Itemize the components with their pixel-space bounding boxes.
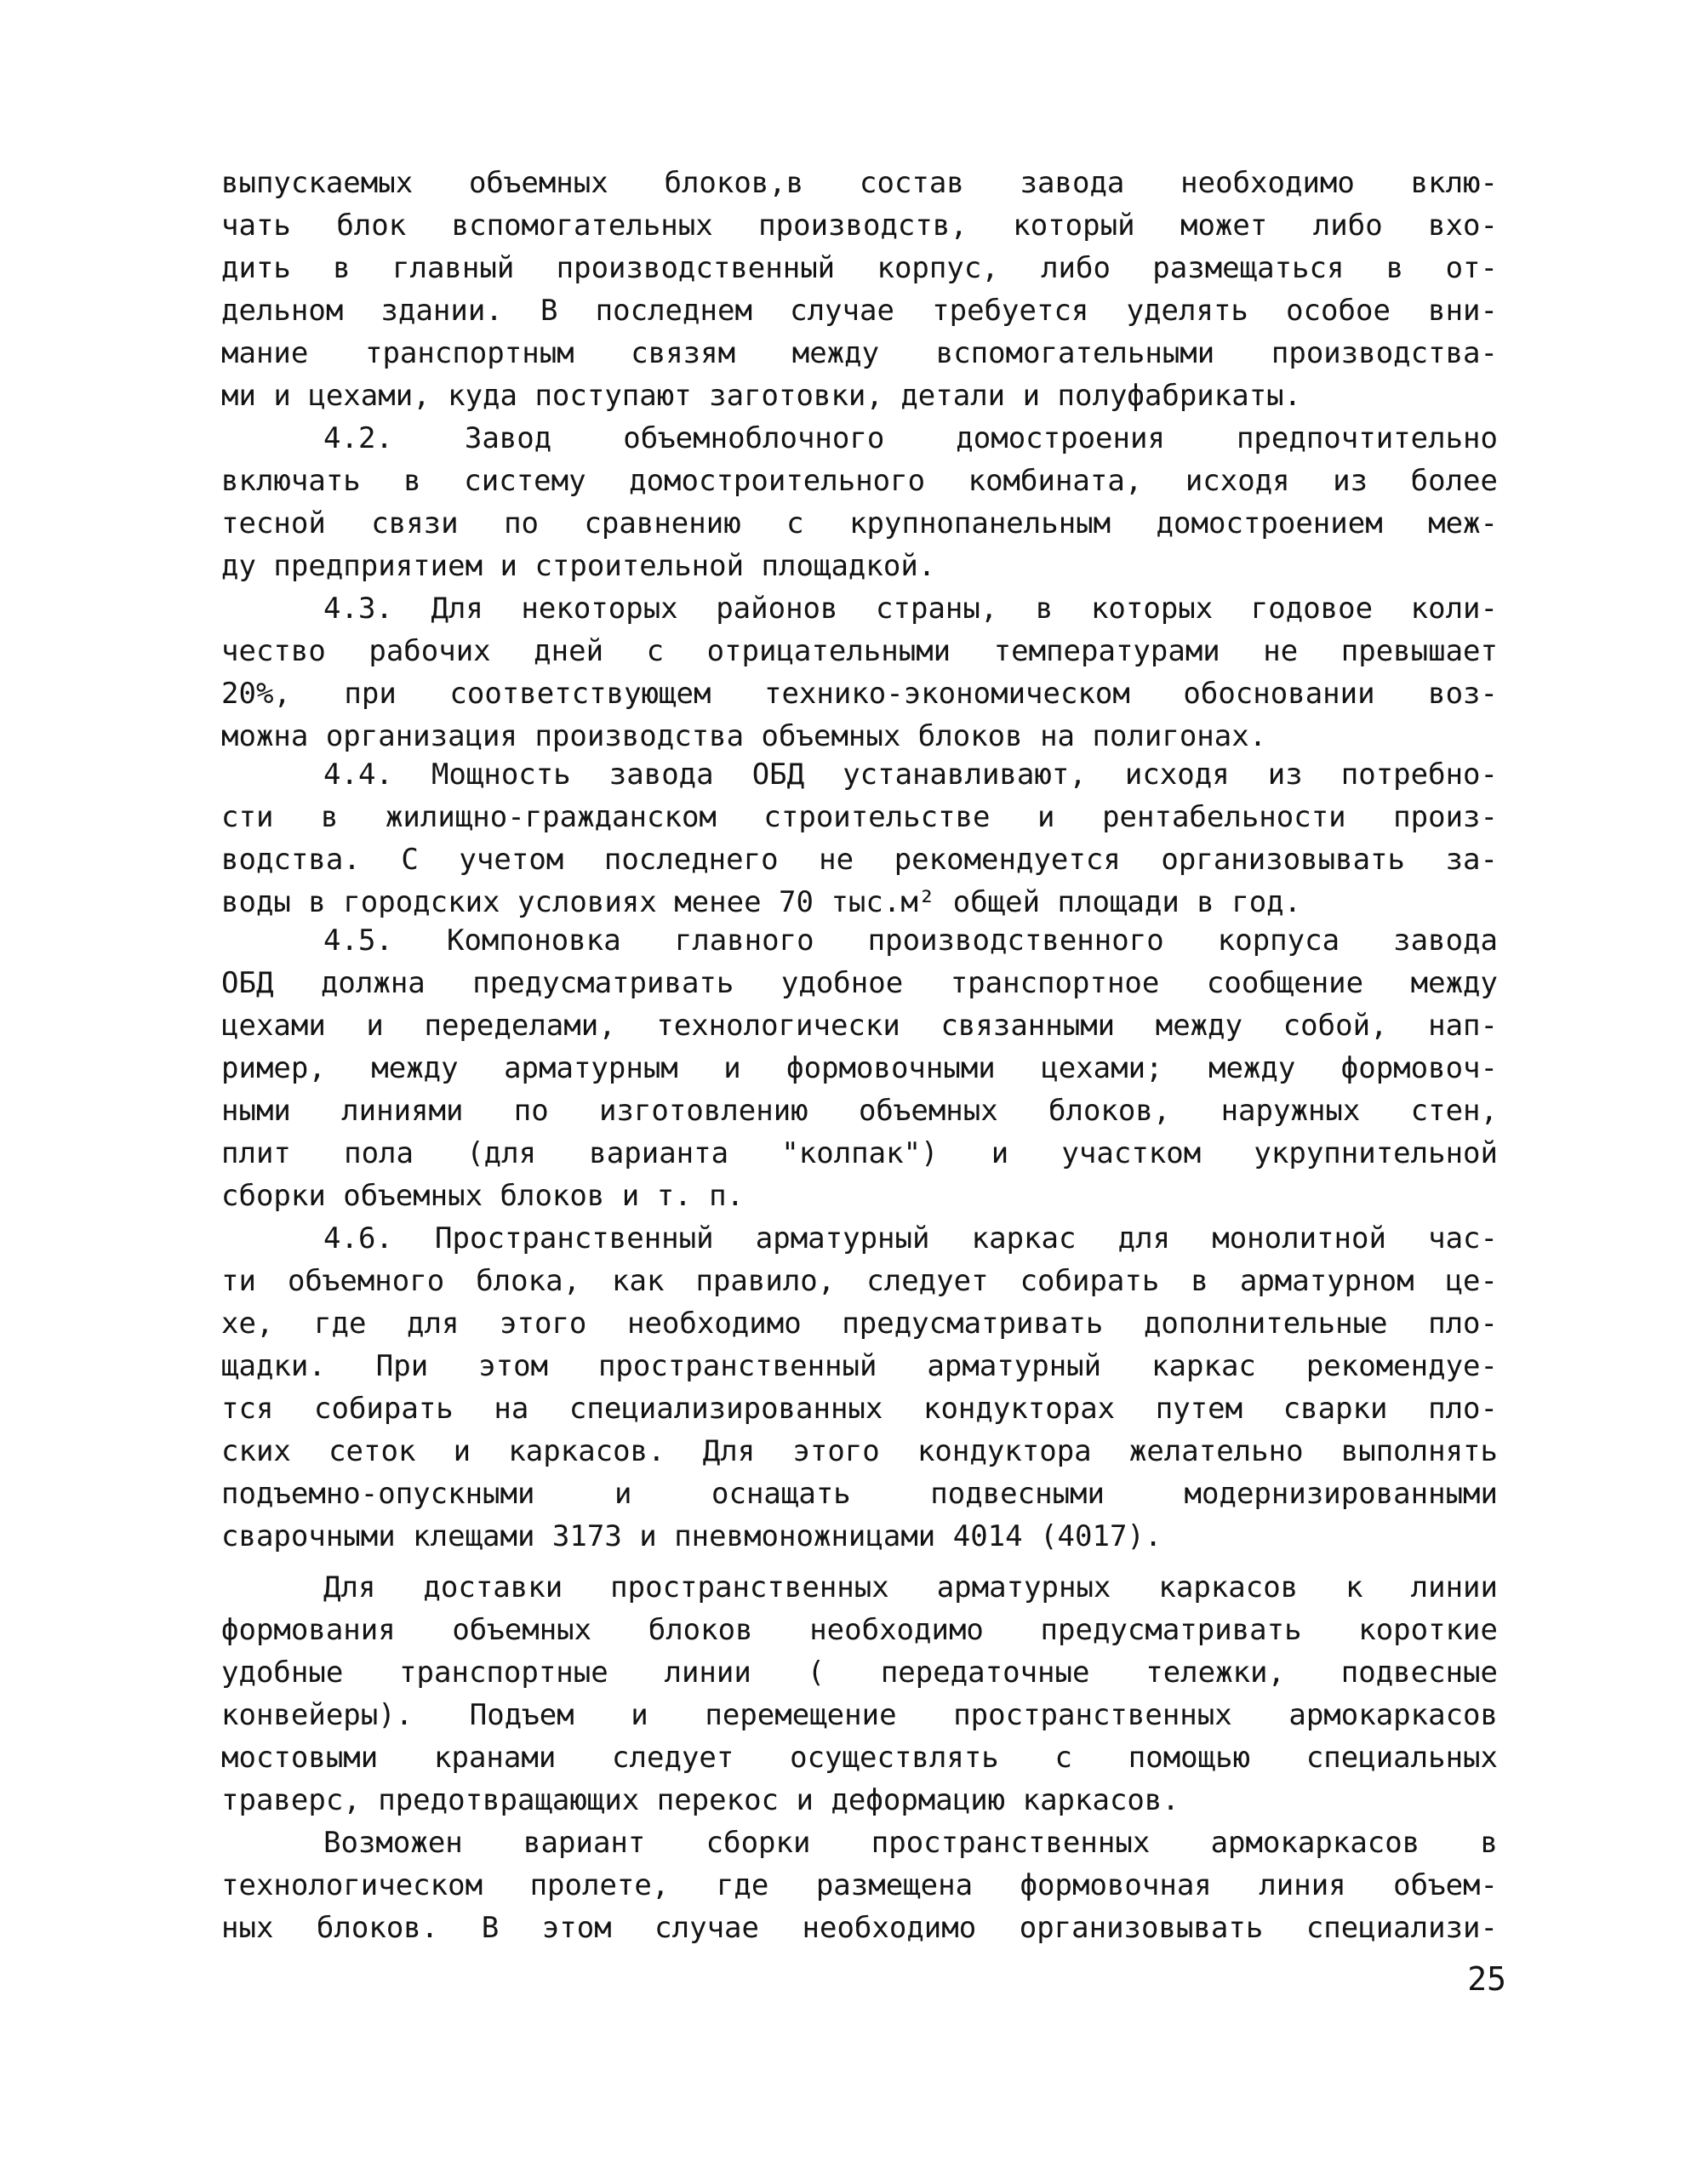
text-line: подъемно-опускными и оснащать подвесными модернизированными	[221, 1477, 1498, 1511]
text-line: сборки объемных блоков и т. п.	[221, 1179, 745, 1213]
paragraph-4-5	[221, 919, 1498, 1217]
text-line: хе, где для этого необходимо предусматривать дополнительные пло-	[221, 1307, 1498, 1341]
text-line: Возможен вариант сборки пространственных армокаркасов в	[323, 1826, 1498, 1860]
text-line: ских сеток и каркасов. Для этого кондуктора желательно выполнять	[221, 1434, 1498, 1468]
paragraph-4-4	[221, 753, 1498, 924]
text-line: дить в главный производственный корпус, либо размещаться в от-	[221, 251, 1498, 285]
text-line: выпускаемых объемных блоков,в состав завода необходимо вклю-	[221, 166, 1498, 200]
text-line: цехами и переделами, технологически связанными между собой, нап-	[221, 1009, 1498, 1043]
text-line: дельном здании. В последнем случае требуется уделять особое вни-	[221, 294, 1498, 328]
text-line: плит пола (для варианта "колпак") и участком укрупнительной	[221, 1136, 1498, 1170]
text-line: 4.2. Завод объемноблочного домостроения предпочтительно	[323, 421, 1498, 455]
text-line: мание транспортным связям между вспомогательными производства-	[221, 336, 1498, 370]
page-number: 25	[1467, 1960, 1506, 1998]
text-line: траверс, предотвращающих перекос и деформацию каркасов.	[221, 1783, 1180, 1817]
text-line: конвейеры). Подъем и перемещение пространственных армокаркасов	[221, 1698, 1498, 1732]
paragraph-transport-links	[221, 162, 1498, 417]
text-line: чество рабочих дней с отрицательными температурами не превышает	[221, 634, 1498, 668]
text-line: технологическом пролете, где размещена формовочная линия объем-	[221, 1868, 1498, 1902]
text-line: ОБД должна предусматривать удобное транспортное сообщение между	[221, 966, 1498, 1000]
text-line: ример, между арматурным и формовочными цехами; между формовоч-	[221, 1051, 1498, 1085]
text-line: тся собирать на специализированных кондукторах путем сварки пло-	[221, 1392, 1498, 1426]
paragraph-4-3	[221, 587, 1498, 758]
text-line: 4.6. Пространственный арматурный каркас для монолитной час-	[323, 1221, 1498, 1255]
text-line: тесной связи по сравнению с крупнопанельным домостроением меж-	[221, 506, 1498, 540]
text-line: ных блоков. В этом случае необходимо организовывать специализи-	[221, 1911, 1498, 1945]
text-line: Для доставки пространственных арматурных каркасов к линии	[323, 1570, 1498, 1604]
text-line: сти в жилищно-гражданском строительстве и рентабельности произ-	[221, 800, 1498, 834]
text-line: удобные транспортные линии ( передаточные тележки, подвесные	[221, 1656, 1498, 1690]
text-line: 4.5. Компоновка главного производственного корпуса завода	[323, 924, 1498, 958]
paragraph-carcass-delivery	[221, 1566, 1498, 1822]
text-line: ти объемного блока, как правило, следует собирать в арматурном це-	[221, 1264, 1498, 1298]
text-line: мостовыми кранами следует осуществлять с помощью специальных	[221, 1741, 1498, 1775]
text-line: ду предприятием и строительной площадкой.	[221, 549, 936, 583]
paragraph-4-2	[221, 417, 1498, 587]
text-line: 20%, при соответствующем технико-экономическом обосновании воз-	[221, 677, 1498, 711]
text-line: ми и цехами, куда поступают заготовки, детали и полуфабрикаты.	[221, 379, 1302, 413]
paragraph-assembly-variant	[221, 1822, 1498, 1949]
text-line: 4.3. Для некоторых районов страны, в которых годовое коли-	[323, 592, 1498, 626]
text-line: чать блок вспомогательных производств, который может либо вхо-	[221, 209, 1498, 243]
text-line: 4.4. Мощность завода ОБД устанавливают, исходя из потребно-	[323, 758, 1498, 792]
text-line: ными линиями по изготовлению объемных блоков, наружных стен,	[221, 1094, 1498, 1128]
text-line: включать в систему домостроительного комбината, исходя из более	[221, 464, 1498, 498]
text-line: щадки. При этом пространственный арматурный каркас рекомендуе-	[221, 1349, 1498, 1383]
text-line: можна организация производства объемных блоков на полигонах.	[221, 719, 1267, 753]
paragraph-4-6	[221, 1217, 1498, 1558]
text-line: формования объемных блоков необходимо предусматривать короткие	[221, 1613, 1498, 1647]
text-line: водства. С учетом последнего не рекомендуется организовывать за-	[221, 843, 1498, 877]
text-line: воды в городских условиях менее 70 тыс.м² общей площади в год.	[221, 885, 1302, 919]
text-line: сварочными клещами 3173 и пневмоножницами 4014 (4017).	[221, 1519, 1162, 1553]
